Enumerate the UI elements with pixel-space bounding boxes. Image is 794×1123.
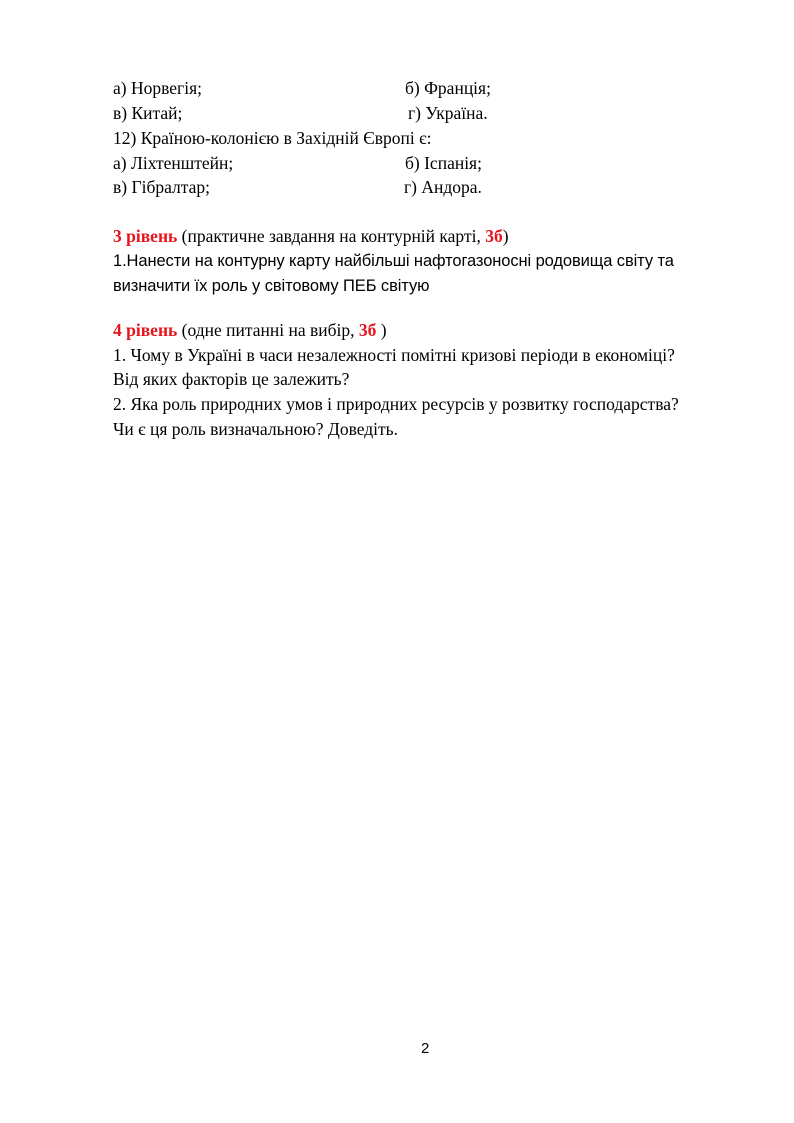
q11-options-row-1 bbox=[113, 76, 491, 100]
level3-label: 3 рівень bbox=[113, 226, 178, 246]
level4-label: 4 рівень bbox=[113, 320, 178, 340]
q12-option-v: в) Гібралтар; bbox=[113, 177, 210, 197]
level3-task-line-1: 1.Нанести на контурну карту найбільші нафтогазоносні родовища світу та bbox=[113, 252, 674, 270]
q11-option-a: а) Норвегія; bbox=[113, 78, 202, 98]
q12-question: 12) Країною-колонією в Західній Європі є: bbox=[113, 128, 432, 148]
q11-option-g: г) Україна. bbox=[408, 103, 488, 123]
level4-q2-line-2: Чи є ця роль визначальною? Доведіть. bbox=[113, 419, 399, 439]
q11-option-v: в) Китай; bbox=[113, 103, 183, 123]
level3-task-line-2: визначити їх роль у світовому ПЕБ світую bbox=[113, 277, 430, 295]
level4-desc-open: (одне питанні на вибір, bbox=[177, 320, 359, 340]
q12-options-row-1 bbox=[113, 151, 482, 175]
level4-q1-line-1: 1. Чому в Україні в часи незалежності помітні кризові періоди в економіці? bbox=[113, 345, 675, 365]
level4-heading bbox=[113, 318, 387, 342]
q11-options-row-2 bbox=[113, 101, 488, 125]
page-number: 2 bbox=[421, 1040, 430, 1057]
level3-points: 3б bbox=[485, 226, 503, 246]
q12-option-a: а) Ліхтенштейн; bbox=[113, 153, 234, 173]
level3-desc-close: ) bbox=[502, 226, 509, 246]
q12-options-row-2 bbox=[113, 175, 482, 199]
level4-points: 3б bbox=[358, 320, 377, 340]
level4-q2-line-1: 2. Яка роль природних умов і природних ресурсів у розвитку господарства? bbox=[113, 394, 679, 414]
q11-option-b: б) Франція; bbox=[405, 78, 491, 98]
q12-option-g: г) Андора. bbox=[404, 177, 482, 197]
level3-desc-open: (практичне завдання на контурній карті, bbox=[177, 226, 486, 246]
level3-heading bbox=[113, 224, 509, 248]
level4-desc-close: ) bbox=[376, 320, 387, 340]
q12-option-b: б) Іспанія; bbox=[405, 153, 482, 173]
level4-q1-line-2: Від яких факторів це залежить? bbox=[113, 369, 350, 389]
